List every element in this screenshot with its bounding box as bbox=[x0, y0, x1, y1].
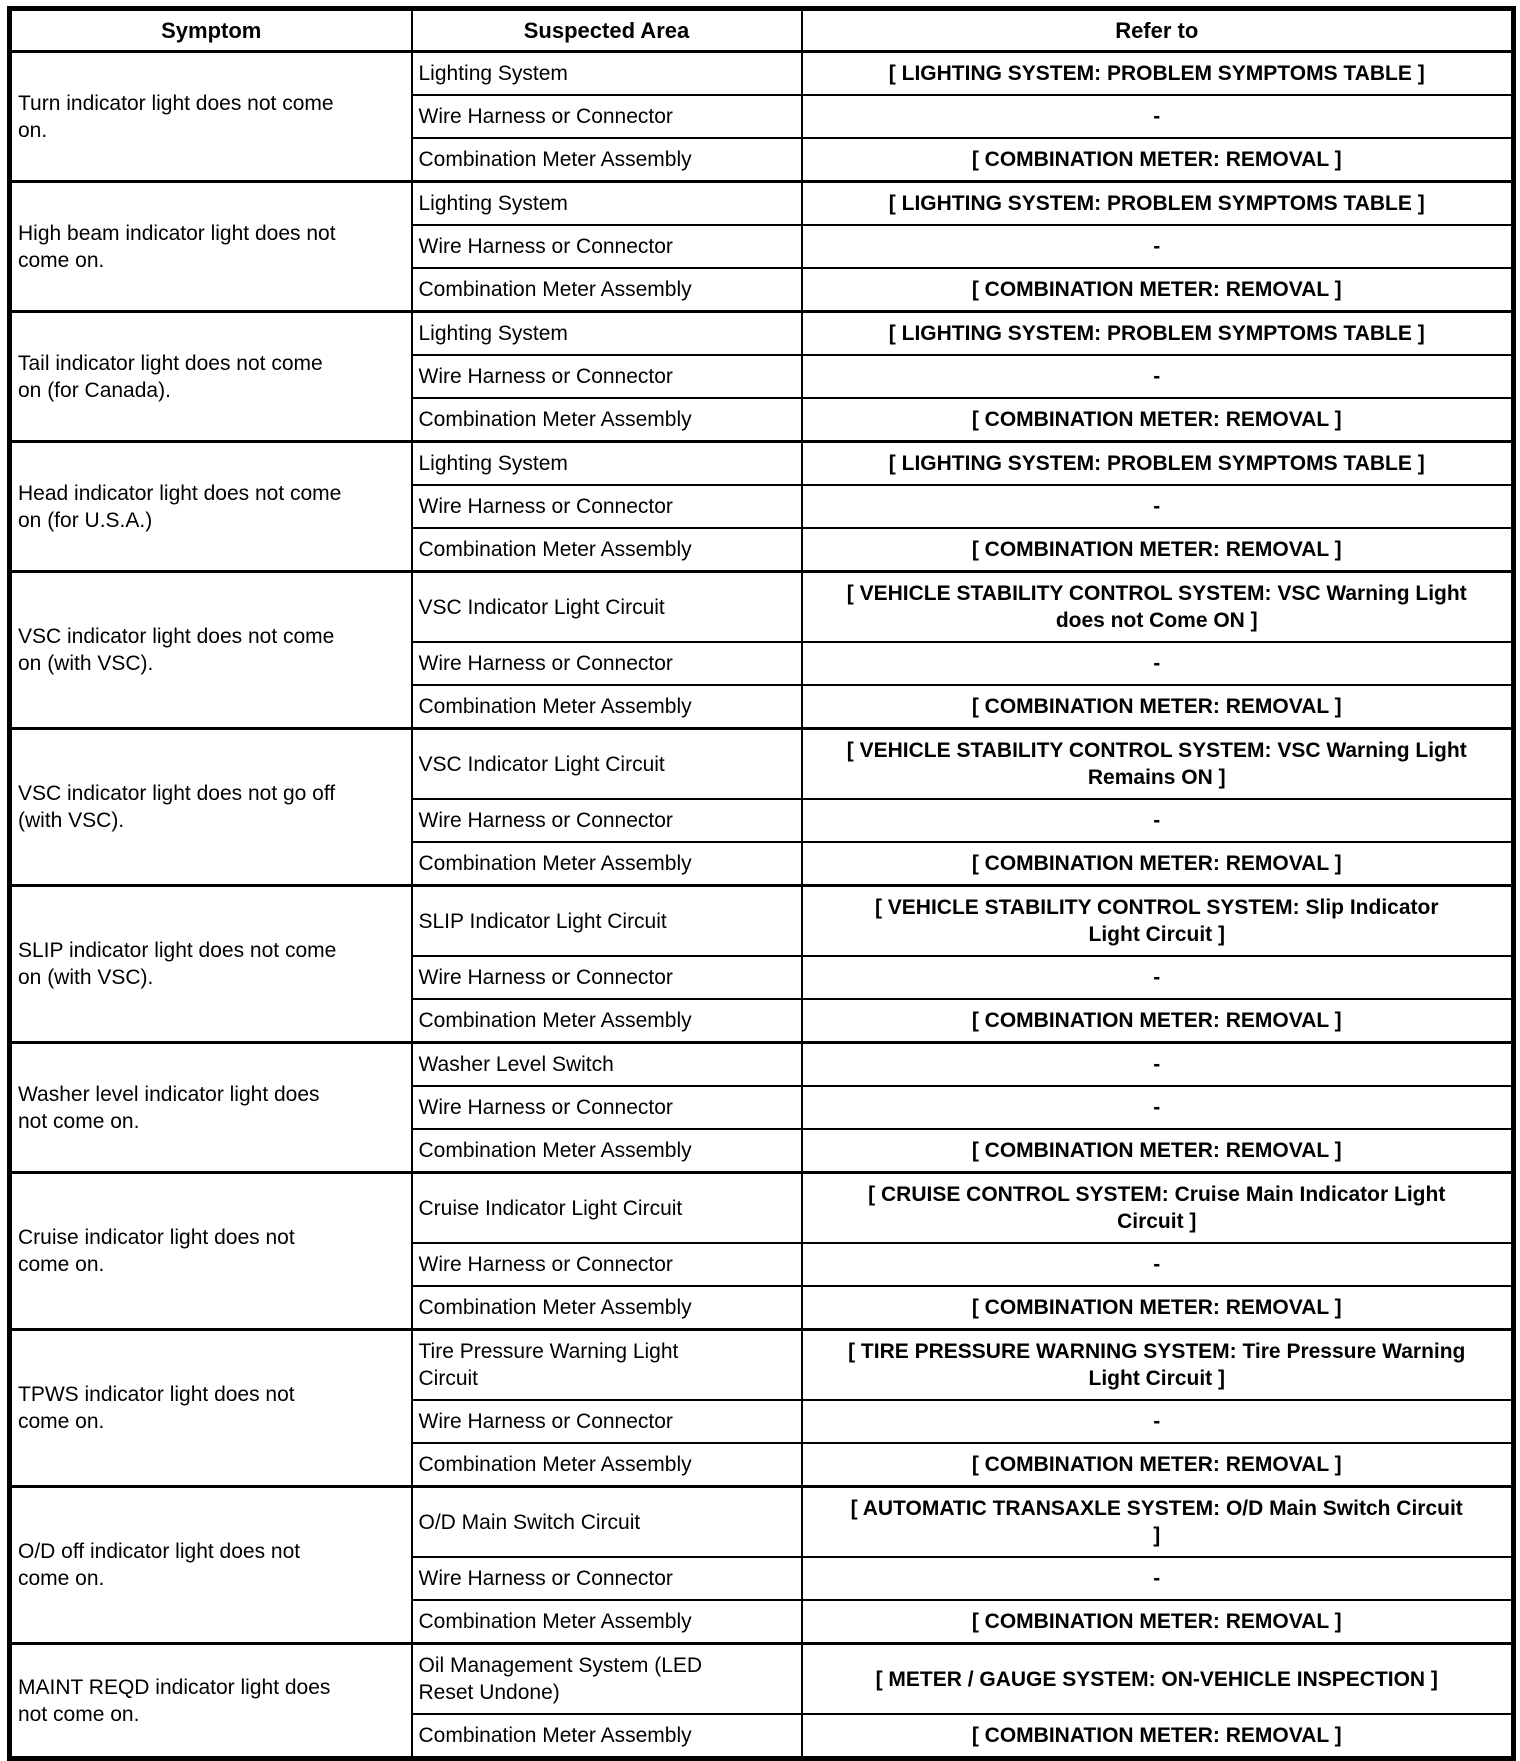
refer-to-dash: - bbox=[802, 642, 1514, 685]
suspected-area-cell: SLIP Indicator Light Circuit bbox=[412, 886, 802, 957]
table-row bbox=[10, 572, 1514, 643]
symptom-cell: TPWS indicator light does not come on. bbox=[10, 1330, 412, 1487]
suspected-area-cell: O/D Main Switch Circuit bbox=[412, 1487, 802, 1558]
col-header-symptom: Symptom bbox=[10, 9, 412, 52]
header-row bbox=[10, 9, 1514, 52]
suspected-area-cell: Wire Harness or Connector bbox=[412, 799, 802, 842]
refer-to-link[interactable]: [ VEHICLE STABILITY CONTROL SYSTEM: VSC Warning Light Remains ON ] bbox=[802, 729, 1514, 800]
suspected-area-cell: Tire Pressure Warning Light Circuit bbox=[412, 1330, 802, 1401]
refer-to-link[interactable]: [ METER / GAUGE SYSTEM: ON-VEHICLE INSPECTION ] bbox=[802, 1644, 1514, 1715]
symptom-cell: MAINT REQD indicator light does not come on. bbox=[10, 1644, 412, 1759]
table-row bbox=[10, 886, 1514, 957]
suspected-area-cell: Combination Meter Assembly bbox=[412, 138, 802, 182]
suspected-area-cell: Lighting System bbox=[412, 442, 802, 486]
suspected-area-cell: Combination Meter Assembly bbox=[412, 1286, 802, 1330]
symptom-cell: Washer level indicator light does not come on. bbox=[10, 1043, 412, 1173]
table-row bbox=[10, 1043, 1514, 1087]
suspected-area-cell: Lighting System bbox=[412, 312, 802, 356]
symptom-cell: Tail indicator light does not come on (for Canada). bbox=[10, 312, 412, 442]
suspected-area-cell: VSC Indicator Light Circuit bbox=[412, 729, 802, 800]
symptom-cell: High beam indicator light does not come on. bbox=[10, 182, 412, 312]
suspected-area-cell: Wire Harness or Connector bbox=[412, 1086, 802, 1129]
symptom-cell: Cruise indicator light does not come on. bbox=[10, 1173, 412, 1330]
col-header-refer-to: Refer to bbox=[802, 9, 1514, 52]
suspected-area-cell: Combination Meter Assembly bbox=[412, 528, 802, 572]
refer-to-link[interactable]: [ COMBINATION METER: REMOVAL ] bbox=[802, 1600, 1514, 1644]
refer-to-dash: - bbox=[802, 95, 1514, 138]
refer-to-link[interactable]: [ VEHICLE STABILITY CONTROL SYSTEM: VSC Warning Light does not Come ON ] bbox=[802, 572, 1514, 643]
table-row bbox=[10, 1487, 1514, 1558]
refer-to-link[interactable]: [ COMBINATION METER: REMOVAL ] bbox=[802, 138, 1514, 182]
suspected-area-cell: Cruise Indicator Light Circuit bbox=[412, 1173, 802, 1244]
suspected-area-cell: Wire Harness or Connector bbox=[412, 642, 802, 685]
refer-to-dash: - bbox=[802, 485, 1514, 528]
refer-to-dash: - bbox=[802, 1243, 1514, 1286]
refer-to-dash: - bbox=[802, 1400, 1514, 1443]
table-row bbox=[10, 52, 1514, 96]
suspected-area-cell: Combination Meter Assembly bbox=[412, 1714, 802, 1759]
suspected-area-cell: Combination Meter Assembly bbox=[412, 1129, 802, 1173]
refer-to-dash: - bbox=[802, 1557, 1514, 1600]
suspected-area-cell: Combination Meter Assembly bbox=[412, 1600, 802, 1644]
refer-to-link[interactable]: [ AUTOMATIC TRANSAXLE SYSTEM: O/D Main Switch Circuit ] bbox=[802, 1487, 1514, 1558]
suspected-area-cell: Combination Meter Assembly bbox=[412, 1443, 802, 1487]
suspected-area-cell: Combination Meter Assembly bbox=[412, 842, 802, 886]
table-row bbox=[10, 1330, 1514, 1401]
suspected-area-cell: Wire Harness or Connector bbox=[412, 1243, 802, 1286]
suspected-area-cell: Wire Harness or Connector bbox=[412, 1557, 802, 1600]
refer-to-link[interactable]: [ LIGHTING SYSTEM: PROBLEM SYMPTOMS TABLE ] bbox=[802, 182, 1514, 226]
refer-to-link[interactable]: [ LIGHTING SYSTEM: PROBLEM SYMPTOMS TABLE ] bbox=[802, 52, 1514, 96]
refer-to-link[interactable]: [ COMBINATION METER: REMOVAL ] bbox=[802, 398, 1514, 442]
problem-symptoms-table bbox=[7, 6, 1516, 1761]
table-body bbox=[10, 52, 1514, 1759]
suspected-area-cell: Combination Meter Assembly bbox=[412, 398, 802, 442]
table-row bbox=[10, 312, 1514, 356]
refer-to-link[interactable]: [ COMBINATION METER: REMOVAL ] bbox=[802, 999, 1514, 1043]
suspected-area-cell: Combination Meter Assembly bbox=[412, 268, 802, 312]
refer-to-link[interactable]: [ COMBINATION METER: REMOVAL ] bbox=[802, 1443, 1514, 1487]
symptom-cell: Head indicator light does not come on (for U.S.A.) bbox=[10, 442, 412, 572]
refer-to-link[interactable]: [ COMBINATION METER: REMOVAL ] bbox=[802, 1714, 1514, 1759]
table-row bbox=[10, 1173, 1514, 1244]
refer-to-dash: - bbox=[802, 1043, 1514, 1087]
refer-to-link[interactable]: [ LIGHTING SYSTEM: PROBLEM SYMPTOMS TABLE ] bbox=[802, 312, 1514, 356]
table-row bbox=[10, 182, 1514, 226]
refer-to-dash: - bbox=[802, 225, 1514, 268]
suspected-area-cell: Wire Harness or Connector bbox=[412, 1400, 802, 1443]
refer-to-dash: - bbox=[802, 956, 1514, 999]
table-row bbox=[10, 442, 1514, 486]
suspected-area-cell: Combination Meter Assembly bbox=[412, 999, 802, 1043]
refer-to-dash: - bbox=[802, 355, 1514, 398]
col-header-suspected-area: Suspected Area bbox=[412, 9, 802, 52]
refer-to-link[interactable]: [ COMBINATION METER: REMOVAL ] bbox=[802, 842, 1514, 886]
refer-to-link[interactable]: [ COMBINATION METER: REMOVAL ] bbox=[802, 1129, 1514, 1173]
suspected-area-cell: Wire Harness or Connector bbox=[412, 485, 802, 528]
suspected-area-cell: Combination Meter Assembly bbox=[412, 685, 802, 729]
suspected-area-cell: Wire Harness or Connector bbox=[412, 95, 802, 138]
refer-to-link[interactable]: [ COMBINATION METER: REMOVAL ] bbox=[802, 528, 1514, 572]
symptom-cell: O/D off indicator light does not come on. bbox=[10, 1487, 412, 1644]
table-row bbox=[10, 729, 1514, 800]
suspected-area-cell: Lighting System bbox=[412, 182, 802, 226]
refer-to-link[interactable]: [ COMBINATION METER: REMOVAL ] bbox=[802, 685, 1514, 729]
suspected-area-cell: Wire Harness or Connector bbox=[412, 225, 802, 268]
suspected-area-cell: Oil Management System (LED Reset Undone) bbox=[412, 1644, 802, 1715]
symptom-cell: VSC indicator light does not go off (with VSC). bbox=[10, 729, 412, 886]
refer-to-link[interactable]: [ TIRE PRESSURE WARNING SYSTEM: Tire Pressure Warning Light Circuit ] bbox=[802, 1330, 1514, 1401]
suspected-area-cell: Wire Harness or Connector bbox=[412, 956, 802, 999]
refer-to-dash: - bbox=[802, 1086, 1514, 1129]
refer-to-link[interactable]: [ COMBINATION METER: REMOVAL ] bbox=[802, 1286, 1514, 1330]
refer-to-link[interactable]: [ CRUISE CONTROL SYSTEM: Cruise Main Indicator Light Circuit ] bbox=[802, 1173, 1514, 1244]
refer-to-link[interactable]: [ VEHICLE STABILITY CONTROL SYSTEM: Slip Indicator Light Circuit ] bbox=[802, 886, 1514, 957]
suspected-area-cell: Washer Level Switch bbox=[412, 1043, 802, 1087]
suspected-area-cell: VSC Indicator Light Circuit bbox=[412, 572, 802, 643]
suspected-area-cell: Wire Harness or Connector bbox=[412, 355, 802, 398]
symptom-cell: VSC indicator light does not come on (with VSC). bbox=[10, 572, 412, 729]
table-row bbox=[10, 1644, 1514, 1715]
symptom-cell: SLIP indicator light does not come on (with VSC). bbox=[10, 886, 412, 1043]
refer-to-dash: - bbox=[802, 799, 1514, 842]
suspected-area-cell: Lighting System bbox=[412, 52, 802, 96]
refer-to-link[interactable]: [ LIGHTING SYSTEM: PROBLEM SYMPTOMS TABLE ] bbox=[802, 442, 1514, 486]
symptom-cell: Turn indicator light does not come on. bbox=[10, 52, 412, 182]
refer-to-link[interactable]: [ COMBINATION METER: REMOVAL ] bbox=[802, 268, 1514, 312]
